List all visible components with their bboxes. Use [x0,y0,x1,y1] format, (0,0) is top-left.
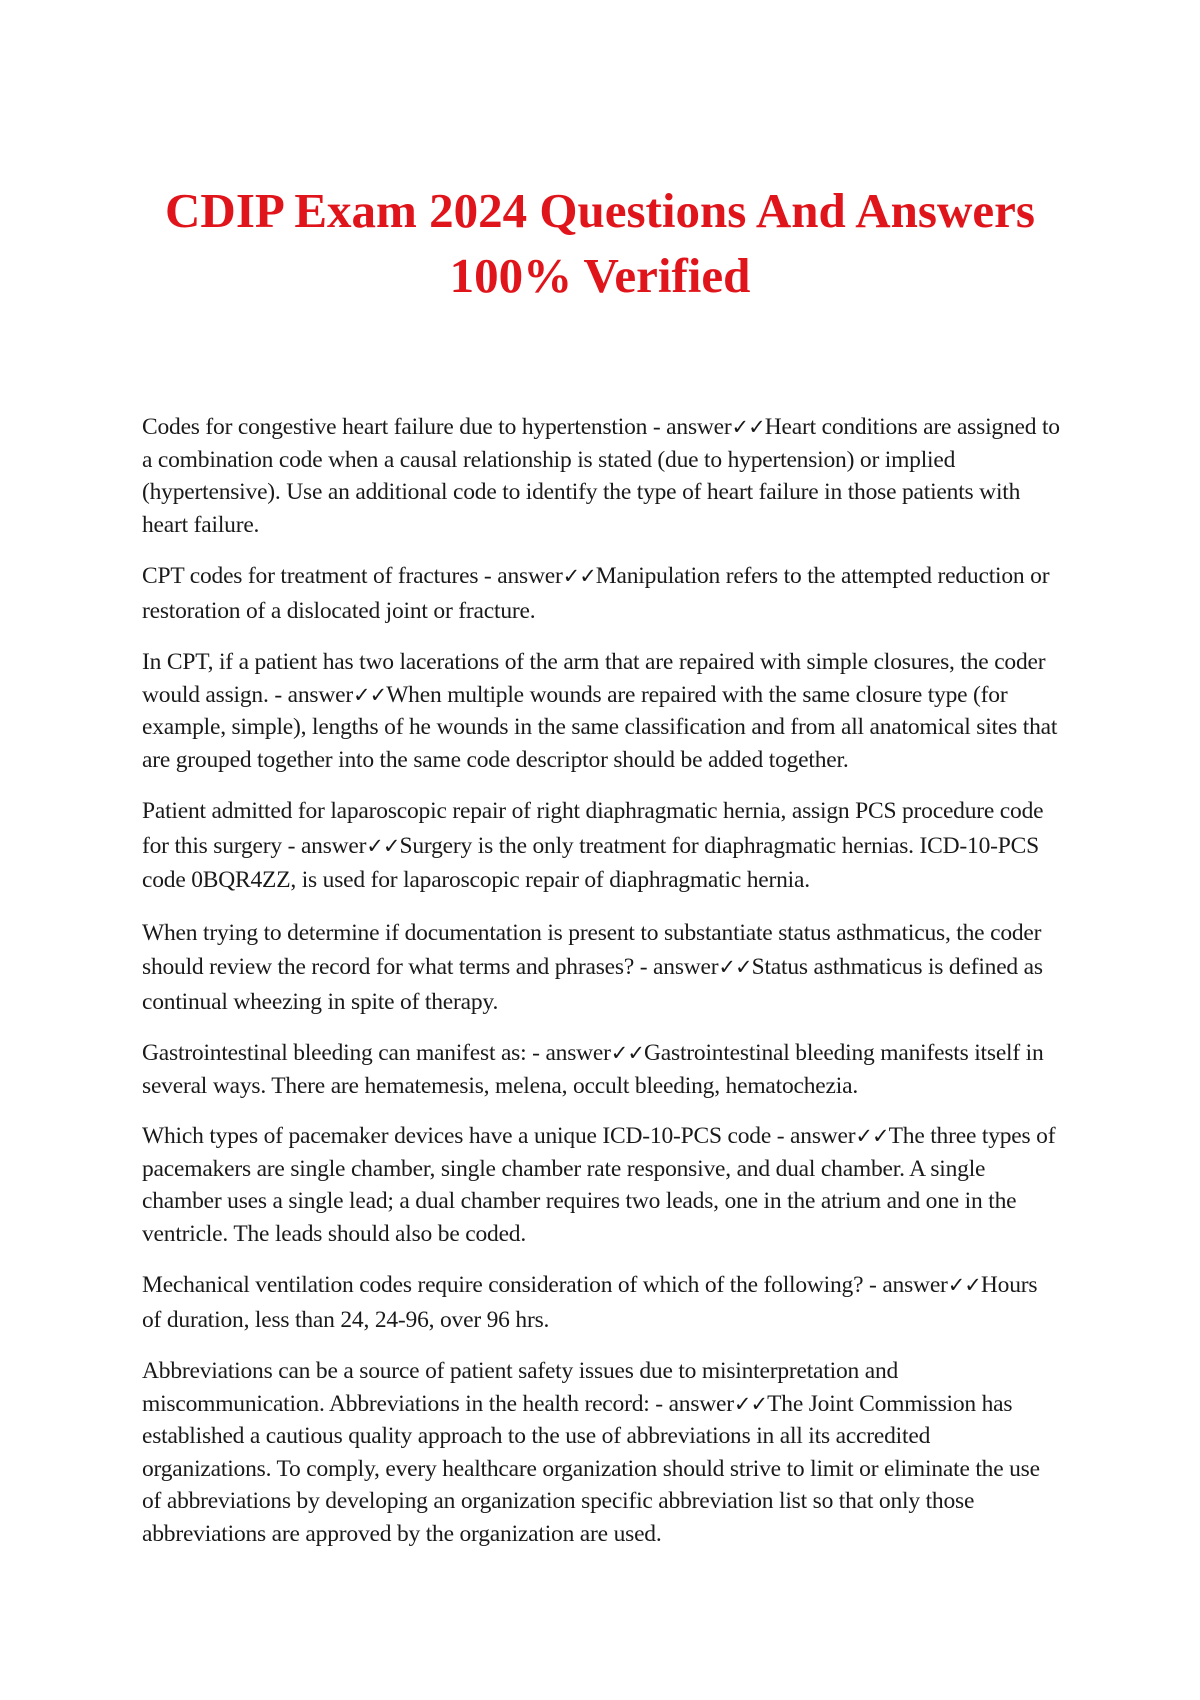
qa-item [142,794,1062,898]
answer-marker: answer [300,832,367,859]
answer-marker: answer [882,1272,948,1298]
answer-text: The three types of pacemakers are single chamber, single chamber rate responsive, and dual chamber. A single chamber uses a single lead; a dual chamber requires two leads, one in the atrium and one in the ventricle. The leads should also be coded. [142,1123,1056,1247]
checkmark-icon: ✓✓ [718,955,752,979]
answer-marker: answer [497,563,563,589]
answer-marker: answer [666,414,732,440]
question-text: Gastrointestinal bleeding can manifest as: - [142,1040,546,1066]
answer-text: Hours of duration, less than 24, 24-96, over 96 hrs. [142,1272,1038,1333]
answer-text: Gastrointestinal bleeding manifests itself in several ways. There are hematemesis, melena, occult bleeding, hematochezia. [142,1040,1044,1099]
checkmark-icon: ✓✓ [366,833,400,858]
qa-item [142,916,1062,1020]
question-text: Codes for congestive heart failure due to hypertenstion - [142,414,667,440]
answer-text: Heart conditions are assigned to a combination code when a causal relationship is stated (due to hypertension) or implied (hypertensive). Use an additional code to identify the type of heart failure in those patients with heart failure. [142,414,1060,538]
document-title: CDIP Exam 2024 Questions And Answers 100% Verified [165,183,1035,303]
question-text: When trying to determine if documentation is present to substantiate status asthmaticus, the coder should review the record for what terms and phrases? - [142,919,1042,980]
qa-list [142,411,1062,1568]
qa-item [142,1120,1062,1250]
checkmark-icon: ✓✓ [562,564,596,588]
answer-text: The Joint Commission has established a cautious quality approach to the use of abbreviations in all its accredited organizations. To comply, every healthcare organization should strive to limit or eliminate the use of abbreviations by developing an organization specific abbreviation list so that only those abbreviations are approved by the organization are used. [142,1390,1040,1547]
qa-item [142,411,1062,541]
answer-text: Surgery is the only treatment for diaphragmatic hernias. ICD-10-PCS code 0BQR4ZZ, is used for laparoscopic repair of diaphragmatic hernia. [142,832,1039,893]
answer-text: When multiple wounds are repaired with the same closure type (for example, simple), lengths of he wounds in the same classification and from all anatomical sites that are grouped together into the same code descriptor should be added together. [142,681,1058,773]
checkmark-icon: ✓✓ [731,415,765,439]
answer-marker: answer [668,1390,734,1417]
qa-item [142,1268,1062,1337]
qa-item [142,1037,1062,1102]
answer-marker: answer [545,1040,611,1066]
question-text: Patient admitted for laparoscopic repair of right diaphragmatic hernia, assign PCS procedure code for this surgery - [142,798,1044,859]
answer-text: Manipulation refers to the attempted reduction or restoration of a dislocated joint or fracture. [142,563,1050,624]
answer-marker: answer [790,1123,856,1149]
checkmark-icon: ✓✓ [610,1041,644,1065]
qa-item [142,646,1062,776]
qa-item [142,559,1062,628]
qa-item [142,1355,1062,1550]
checkmark-icon: ✓✓ [353,682,387,707]
question-text: Abbreviations can be a source of patient safety issues due to misinterpretation and miscommunication. Abbreviations in the health record: - [142,1358,899,1417]
question-text: Mechanical ventilation codes require consideration of which of the following? - [142,1272,883,1298]
question-text: CPT codes for treatment of fractures - [142,563,498,589]
answer-marker: answer [653,954,719,980]
answer-text: Status asthmaticus is defined as continual wheezing in spite of therapy. [142,954,1043,1015]
question-text: Which types of pacemaker devices have a unique ICD-10-PCS code - [142,1123,791,1149]
checkmark-icon: ✓✓ [947,1273,981,1297]
question-text: In CPT, if a patient has two lacerations of the arm that are repaired with simple closures, the coder would assign. - [142,649,1046,708]
checkmark-icon: ✓✓ [855,1124,889,1148]
answer-marker: answer [287,681,353,708]
checkmark-icon: ✓✓ [733,1391,768,1416]
